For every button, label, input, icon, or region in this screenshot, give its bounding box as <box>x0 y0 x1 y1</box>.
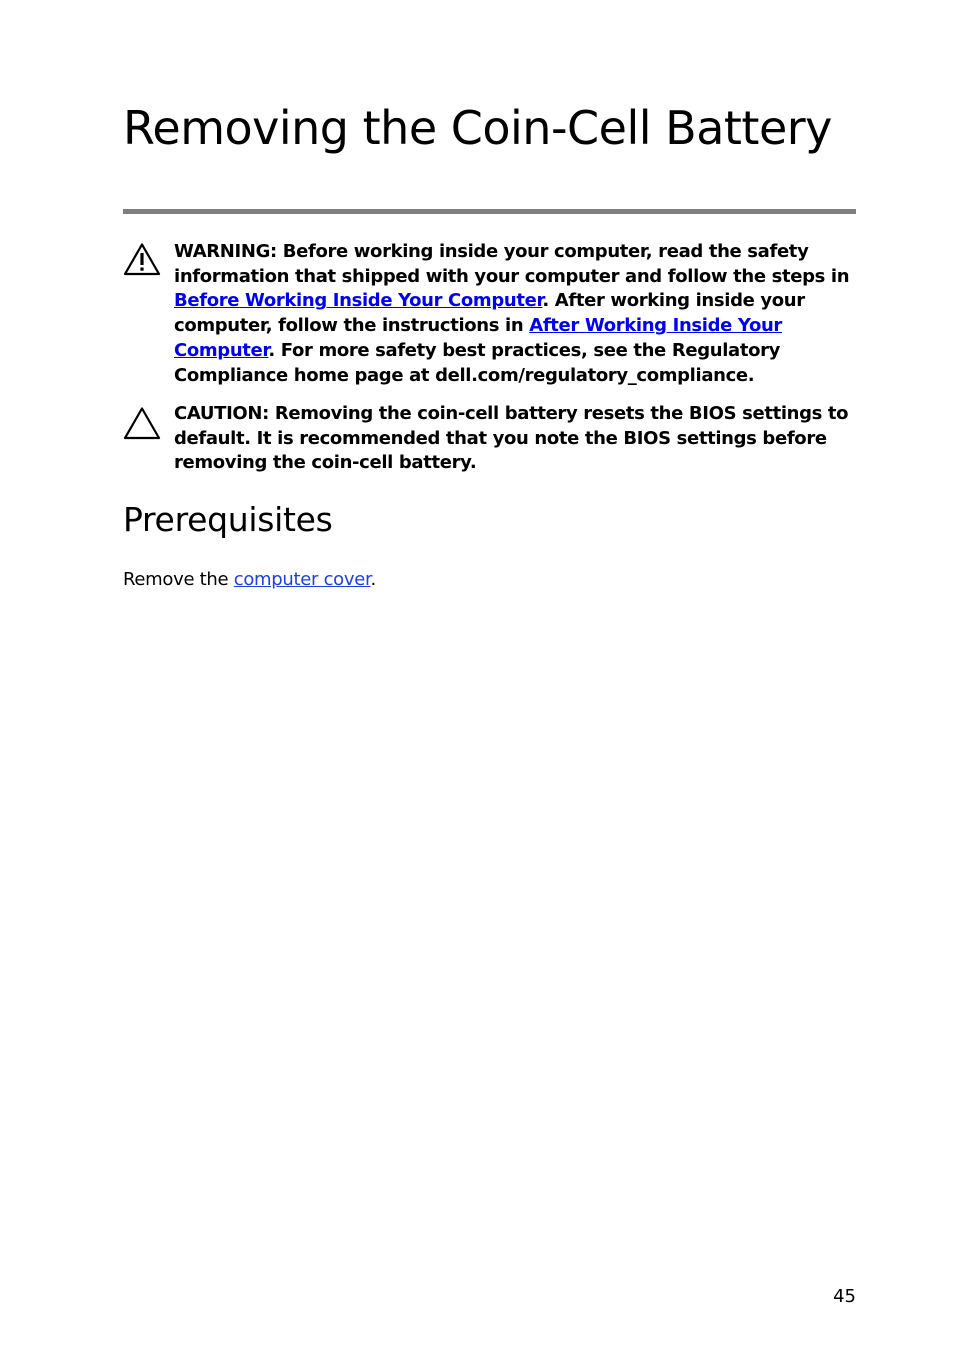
warning-text: WARNING: Before working inside your computer, read the safety information that shipped with your computer and follow the steps in Before Working Inside Your Computer. After working inside your computer, follow the instructions in After Working Inside Your Computer. For more safety best practices, see the Regulatory Compliance home page at dell.com/regulatory_compliance. <box>174 241 850 386</box>
page-title: Removing the Coin-Cell Battery <box>123 101 832 155</box>
prerequisites-heading: Prerequisites <box>123 500 333 539</box>
page-number: 45 <box>833 1286 856 1307</box>
computer-cover-link[interactable]: computer cover <box>233 569 371 590</box>
after-working-link[interactable]: After Working Inside Your Computer <box>174 315 782 361</box>
warning-triangle-icon <box>123 242 161 276</box>
caution-text: CAUTION: Removing the coin-cell battery resets the BIOS settings to default. It is recommended that you note the BIOS settings before removing the coin-cell battery. <box>174 403 849 474</box>
before-working-link[interactable]: Before Working Inside Your Computer <box>174 290 543 312</box>
prerequisites-text: Remove the computer cover. <box>123 569 376 590</box>
title-divider <box>123 209 856 214</box>
caution-triangle-icon <box>123 406 161 440</box>
